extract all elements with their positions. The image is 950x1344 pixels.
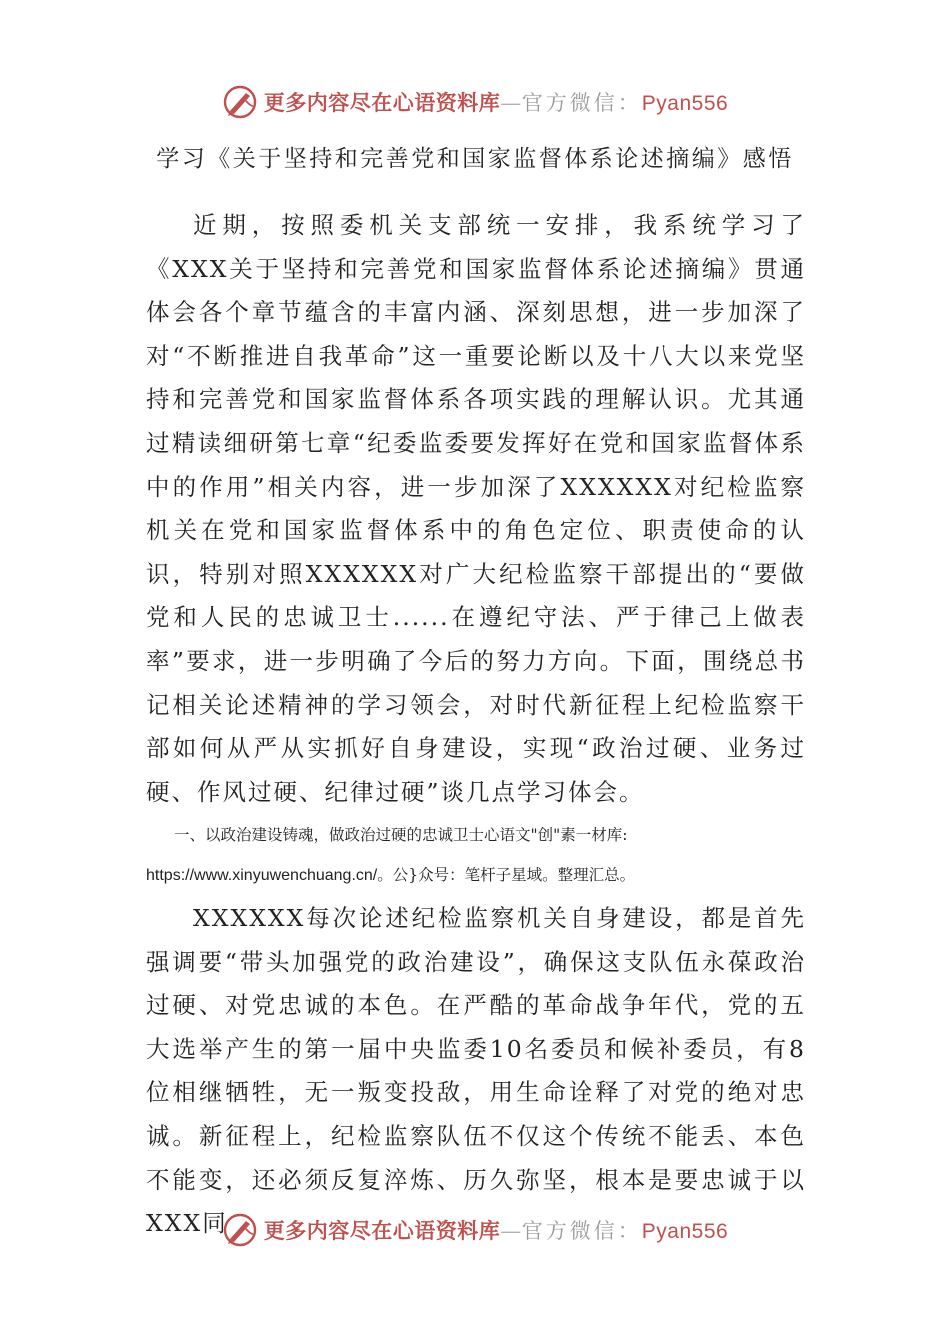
document-title: 学习《关于坚持和完善党和国家监督体系论述摘编》感悟 bbox=[156, 146, 794, 172]
footer-banner bbox=[0, 1206, 950, 1254]
banner-text: 更多内容尽在心语资料库—官方微信：Pyan556 bbox=[263, 1218, 729, 1243]
pen-seal-logo-icon bbox=[222, 84, 258, 120]
section-heading-tail: 。公}众号：笔杆子星域。整理汇总。 bbox=[377, 866, 636, 884]
pen-seal-logo-icon bbox=[222, 1212, 258, 1248]
section-heading bbox=[146, 815, 806, 896]
section-heading-text: 一、以政治建设铸魂，做政治过硬的忠诚卫士心语文"创"素一材库: bbox=[174, 826, 628, 844]
body-paragraph: 近期，按照委机关支部统一安排，我系统学习了《XXX关于坚持和完善党和国家监督体系论述摘编》贯通体会各个章节蕴含的丰富内涵、深刻思想，进一步加深了对“不断推进自我革命”这一重要论断以及十八大以来党坚持和完善党和国家监督体系各项实践的理解认识。尤其通过精读细研第七章“纪委监委要发挥好在党和国家监督体系中的作用”相关内容，进一步加深了XXXXXX对纪检监察机关在党和国家监督体系中的角色定位、职责使命的认识，特别对照XXXXXX对广大纪检监察干部提出的“要做党和人民的忠诚卫士......在遵纪守法、严于律己上做表率”要求，进一步明确了今后的努力方向。下面，围绕总书记相关论述精神的学习领会，对时代新征程上纪检监察干部如何从严从实抓好自身建设，实现“政治过硬、业务过硬、作风过硬、纪律过硬”谈几点学习体会。 bbox=[146, 211, 806, 806]
source-url: https://www.xinyuwenchuang.cn/ bbox=[146, 867, 378, 884]
body-paragraph: XXXXXX每次论述纪检监察机关自身建设，都是首先强调要“带头加强党的政治建设”，确保这支队伍永葆政治过硬、对党忠诚的本色。在严酷的革命战争年代，党的五大选举产生的第一届中央监委10名委员和候补委员，有8位相继牺牲，无一叛变投敌，用生命诠释了对党的绝对忠诚。新征程上，纪检监察队伍不仅这个传统不能丢、本色不能变，还必须反复淬炼、历久弥坚，根本是要忠诚于以XXX同 bbox=[146, 904, 806, 1238]
banner-text: 更多内容尽在心语资料库—官方微信：Pyan556 bbox=[263, 90, 729, 115]
header-banner bbox=[0, 78, 950, 126]
